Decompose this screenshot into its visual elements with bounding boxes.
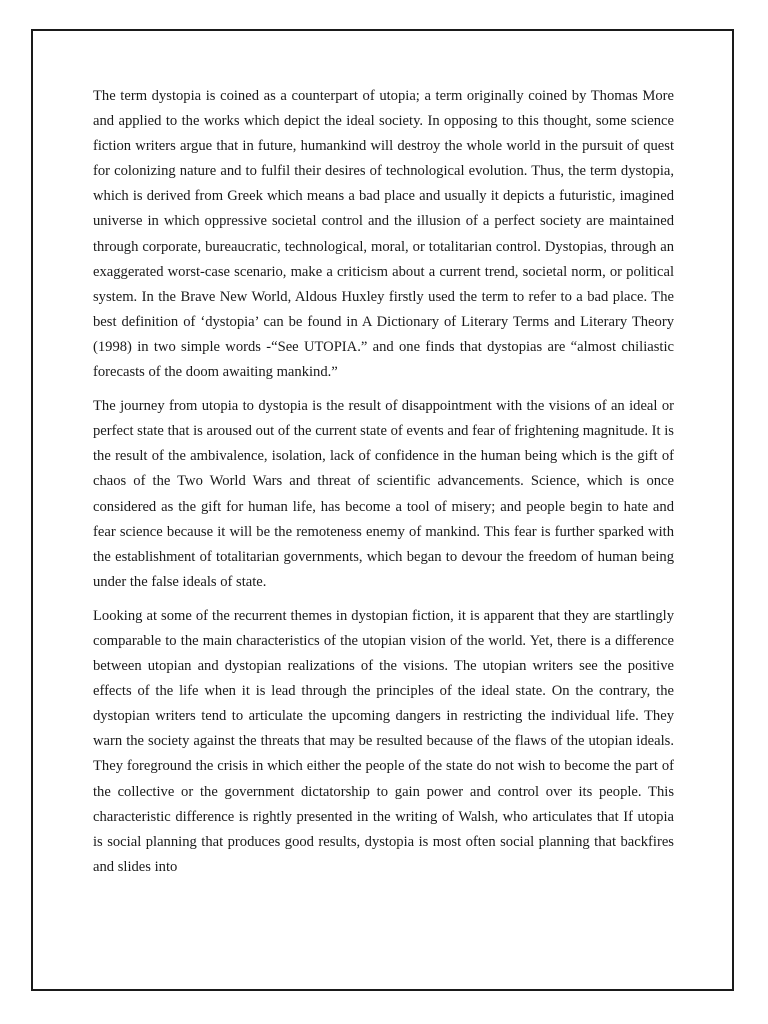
paragraph-dystopia-definition: The term dystopia is coined as a counterpart of utopia; a term originally coined by Thomas More and applied to the works which depict the ideal society. In opposing to this thought, some science fiction writers argue that in future, humankind will destroy the whole world in the pursuit of quest for colonizing nature and to fulfil their desires of technological evolution. Thus, the term dystopia, which is derived from Greek which means a bad place and usually it depicts a futuristic, imagined universe in which oppressive societal control and the illusion of a perfect society are maintained through corporate, bureaucratic, technological, moral, or totalitarian control. Dystopias, through an exaggerated worst-case scenario, make a criticism about a current trend, societal norm, or political system. In the Brave New World, Aldous Huxley firstly used the term to refer to a bad place. The best definition of ‘dystopia’ can be found in A Dictionary of Literary Terms and Literary Theory (1998) in two simple words -“See UTOPIA.” and one finds that dystopias are “almost chiliastic forecasts of the doom awaiting mankind.” <box>93 88 674 381</box>
paragraph-recurrent-themes: Looking at some of the recurrent themes in dystopian fiction, it is apparent that they are startlingly comparable to the main characteristics of the utopian vision of the world. Yet, there is a difference between utopian and dystopian realizations of the visions. The utopian writers see the positive effects of the life when it is lead through the principles of the ideal state. On the contrary, the dystopian writers tend to articulate the upcoming dangers in restricting the individual life. They warn the society against the threats that may be resulted because of the flaws of the utopian ideals. They foreground the crisis in which either the people of the state do not wish to become the part of the collective or the government dictatorship to gain power and control over its people. This characteristic difference is rightly presented in the writing of Walsh, who articulates that If utopia is social planning that produces good results, dystopia is most often social planning that backfires and slides into <box>93 607 674 875</box>
document-body <box>93 84 674 889</box>
paragraph-utopia-to-dystopia: The journey from utopia to dystopia is the result of disappointment with the visions of an ideal or perfect state that is aroused out of the current state of events and fear of frightening magnitude. It is the result of the ambivalence, isolation, lack of confidence in the human being which is the gift of chaos of the Two World Wars and threat of scientific advancements. Science, which is once considered as the gift for human life, has become a tool of misery; and people begin to hate and fear science because it will be the remoteness enemy of mankind. This fear is further sparked with the establishment of totalitarian governments, which began to devour the freedom of human being under the false ideals of state. <box>93 398 674 590</box>
